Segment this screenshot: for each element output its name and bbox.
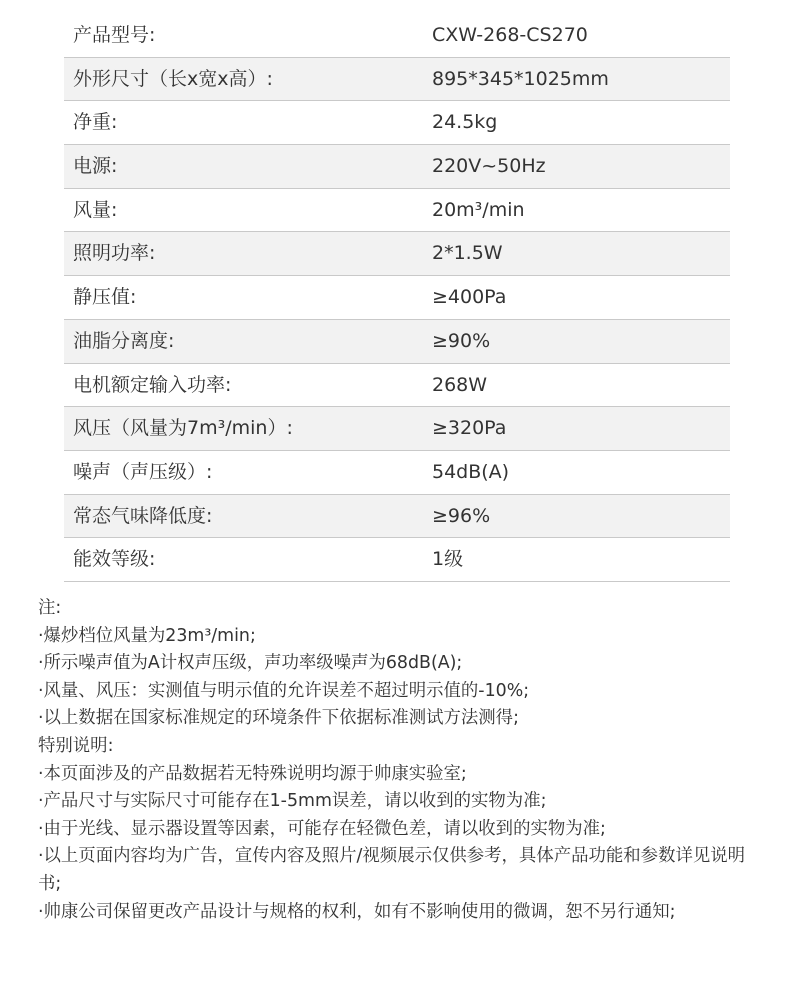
note-item: ·风量、风压：实测值与明示值的允许误差不超过明示值的-10%; <box>38 680 530 701</box>
spec-row-grease-separation <box>64 320 730 364</box>
spec-value: CXW-268-CS270 <box>432 24 588 46</box>
spec-row-weight <box>64 101 730 145</box>
spec-row-energy-grade <box>64 538 730 582</box>
spec-label: 噪声（声压级）: <box>73 460 213 483</box>
spec-label: 常态气味降低度: <box>73 504 213 527</box>
spec-table <box>64 14 730 582</box>
spec-label: 电机额定输入功率: <box>73 373 232 396</box>
special-heading: 特别说明: <box>38 735 114 756</box>
spec-label: 照明功率: <box>73 242 156 265</box>
spec-row-dimensions <box>64 58 730 102</box>
spec-value: ≥96% <box>432 504 491 527</box>
spec-label: 油脂分离度: <box>73 329 175 352</box>
spec-value: 20m³/min <box>432 198 525 221</box>
spec-label: 电源: <box>73 155 118 178</box>
spec-value: 2*1.5W <box>432 242 503 265</box>
spec-value: ≥90% <box>432 329 491 352</box>
spec-label: 净重: <box>73 111 118 134</box>
spec-value: ≥320Pa <box>432 417 507 440</box>
spec-value: 895*345*1025mm <box>432 67 609 90</box>
notes-section <box>38 595 768 926</box>
spec-row-wind-pressure <box>64 407 730 451</box>
spec-row-noise <box>64 451 730 495</box>
spec-value: 54dB(A) <box>432 460 510 483</box>
spec-label: 风压（风量为7m³/min）: <box>73 417 293 440</box>
spec-row-static-pressure <box>64 276 730 320</box>
spec-row-model <box>64 14 730 58</box>
notes-heading: 注: <box>38 598 62 618</box>
spec-value: 1级 <box>432 548 464 571</box>
spec-label: 静压值: <box>73 286 137 309</box>
spec-label: 风量: <box>73 198 118 221</box>
spec-row-lighting-power <box>64 232 730 276</box>
special-item: ·本页面涉及的产品数据若无特殊说明均源于帅康实验室; <box>38 763 467 784</box>
spec-value: 24.5kg <box>432 111 498 134</box>
spec-value: 220V~50Hz <box>432 155 546 178</box>
note-item: ·所示噪声值为A计权声压级，声功率级噪声为68dB(A); <box>38 653 463 674</box>
spec-row-motor-power <box>64 364 730 408</box>
special-item: ·由于光线、显示器设置等因素，可能存在轻微色差，请以收到的实物为准; <box>38 818 606 839</box>
note-item: ·爆炒档位风量为23m³/min; <box>38 625 256 646</box>
spec-label: 外形尺寸（长x宽x高）: <box>73 67 273 90</box>
spec-label: 能效等级: <box>73 548 156 571</box>
spec-row-odor-reduction <box>64 495 730 539</box>
spec-value: 268W <box>432 373 488 396</box>
spec-value: ≥400Pa <box>432 286 507 309</box>
special-item: ·产品尺寸与实际尺寸可能存在1-5mm误差，请以收到的实物为准; <box>38 791 547 812</box>
spec-label: 产品型号: <box>73 24 156 46</box>
spec-row-power-supply <box>64 145 730 189</box>
spec-row-airflow <box>64 189 730 233</box>
special-item: ·帅康公司保留更改产品设计与规格的权利，如有不影响使用的微调，恕不另行通知; <box>38 901 676 922</box>
special-item: ·以上页面内容均为广告，宣传内容及照片/视频展示仅供参考，具体产品功能和参数详见说明书; <box>38 846 746 894</box>
note-item: ·以上数据在国家标准规定的环境条件下依据标准测试方法测得; <box>38 708 519 729</box>
